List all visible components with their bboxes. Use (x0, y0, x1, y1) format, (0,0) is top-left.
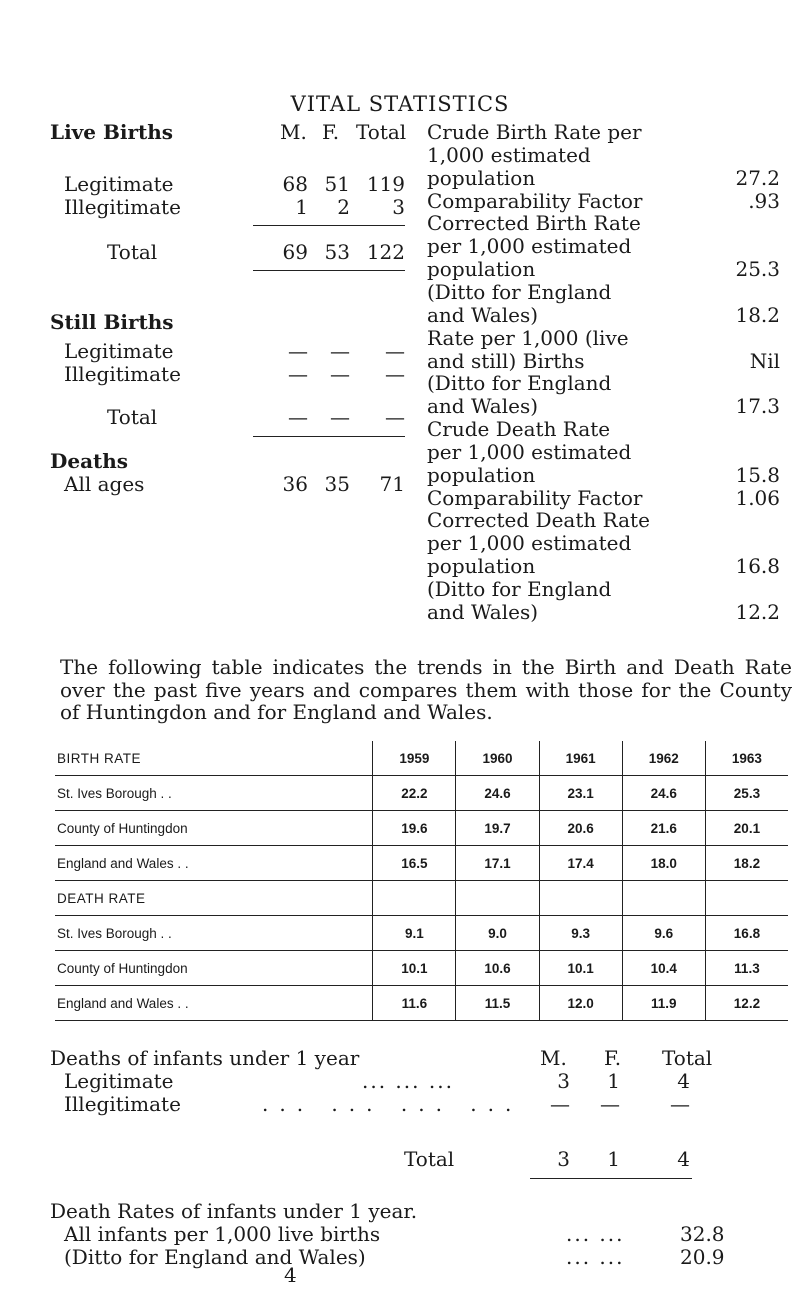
rate-value: 12.2 (735, 599, 780, 624)
table-cell (456, 881, 539, 916)
cell-f: 51 (324, 172, 350, 196)
rate-text: (Ditto for England (427, 577, 612, 601)
table-cell: 21.6 (622, 811, 705, 846)
divider (530, 1178, 692, 1179)
rate-value: 16.8 (735, 554, 780, 579)
table-cell: 10.1 (539, 951, 622, 986)
cell-m: — (550, 1092, 570, 1116)
rate-value: Nil (749, 348, 780, 373)
cell-m: — (288, 405, 308, 429)
table-cell: 25.3 (705, 776, 788, 811)
table-cell: 20.1 (705, 811, 788, 846)
row-label: Total (107, 405, 158, 429)
table-cell: 12.0 (539, 986, 622, 1021)
table-cell: 10.6 (456, 951, 539, 986)
row-label: Illegitimate (64, 195, 181, 219)
rate-text: per 1,000 estimated (427, 234, 632, 259)
cell-f: 1 (607, 1069, 620, 1093)
cell-m: 69 (282, 240, 308, 264)
rate-text: (Ditto for England (427, 279, 612, 304)
table-row (55, 986, 788, 1021)
cell-total: 122 (366, 240, 405, 264)
cell-f: — (330, 362, 350, 386)
table-cell: 11.9 (622, 986, 705, 1021)
rate-text: Crude Birth Rate per (427, 120, 642, 144)
rate-text: and Wales) (427, 302, 539, 327)
cell-f: — (330, 405, 350, 429)
cell-m: 1 (295, 195, 308, 219)
table-cell: 24.6 (622, 776, 705, 811)
table-cell: 16.8 (705, 916, 788, 951)
cell-f: — (330, 339, 350, 363)
col-total-header: Total (662, 1046, 713, 1070)
infant-rates-heading: Death Rates of infants under 1 year. (50, 1199, 418, 1223)
rate-text: and still) Births (427, 348, 585, 373)
cell-f: 2 (337, 195, 350, 219)
rate-value: 25.3 (735, 257, 780, 282)
row-label: England and Wales . . (55, 986, 373, 1021)
cell-f: — (600, 1092, 620, 1116)
cell-total: 119 (366, 172, 405, 196)
total-total: 4 (677, 1147, 690, 1171)
rate-value: 32.8 (680, 1222, 725, 1246)
table-cell: 11.3 (705, 951, 788, 986)
table-row (55, 951, 788, 986)
row-label: Illegitimate (64, 1092, 181, 1116)
total-label: Total (404, 1147, 455, 1171)
table-cell: 9.6 (622, 916, 705, 951)
leader-dots: ... ... ... (362, 1069, 454, 1093)
rate-text: Crude Death Rate (427, 417, 611, 442)
row-label: St. Ives Borough . . (55, 916, 373, 951)
table-cell: 19.7 (456, 811, 539, 846)
col-f-header: F. (604, 1046, 622, 1070)
cell-total: 71 (379, 472, 405, 496)
table-cell: 12.2 (705, 986, 788, 1021)
table-cell: 22.2 (373, 776, 456, 811)
rate-value: .93 (748, 188, 780, 213)
cell-m: 3 (557, 1069, 570, 1093)
row-label: All ages (64, 472, 145, 496)
table-cell: 10.1 (373, 951, 456, 986)
rate-text: per 1,000 estimated (427, 439, 632, 464)
row-label: St. Ives Borough . . (55, 776, 373, 811)
row-label: Total (107, 240, 158, 264)
table-cell: 17.1 (456, 846, 539, 881)
table-cell: 20.6 (539, 811, 622, 846)
table-cell (373, 881, 456, 916)
rate-text: 1,000 estimated (427, 142, 591, 167)
rate-value: 18.2 (735, 302, 780, 327)
table-cell: 23.1 (539, 776, 622, 811)
table-cell: 1959 (373, 741, 456, 776)
table-cell: 17.4 (539, 846, 622, 881)
rate-text: per 1,000 estimated (427, 531, 632, 556)
table-row (55, 741, 788, 776)
table-cell: 1962 (622, 741, 705, 776)
rate-text: Comparability Factor (427, 188, 643, 213)
cell-m: 36 (282, 472, 308, 496)
table-cell: 24.6 (456, 776, 539, 811)
deaths-heading: Deaths (50, 449, 129, 473)
cell-total: — (385, 405, 405, 429)
rate-value: 17.3 (735, 394, 780, 419)
cell-m: 68 (282, 172, 308, 196)
row-label: All infants per 1,000 live births (64, 1222, 381, 1246)
col-m-header: M. (540, 1046, 567, 1070)
total-f: 1 (607, 1147, 620, 1171)
table-cell: 10.4 (622, 951, 705, 986)
still-births-heading: Still Births (50, 310, 174, 334)
rate-text: population (427, 165, 536, 190)
cell-total: 4 (677, 1069, 690, 1093)
leader-dots: ... ... ... ... (262, 1092, 523, 1116)
rate-value: 1.06 (735, 485, 780, 510)
cell-total: — (385, 339, 405, 363)
cell-m: — (288, 362, 308, 386)
cell-f: 53 (324, 240, 350, 264)
row-label: County of Huntingdon (55, 951, 373, 986)
col-m-header: M. (280, 120, 307, 144)
table-row (55, 846, 788, 881)
row-label: Legitimate (64, 172, 174, 196)
table-cell: 1960 (456, 741, 539, 776)
table-cell: 1961 (539, 741, 622, 776)
table-cell: 9.1 (373, 916, 456, 951)
col-total-header: Total (356, 120, 407, 144)
total-m: 3 (557, 1147, 570, 1171)
row-label: County of Huntingdon (55, 811, 373, 846)
table-row (55, 916, 788, 951)
row-label: Legitimate (64, 1069, 174, 1093)
divider (253, 436, 405, 437)
row-label: BIRTH RATE (55, 741, 373, 776)
rate-text: (Ditto for England (427, 371, 612, 396)
table-row (55, 811, 788, 846)
table-cell: 11.5 (456, 986, 539, 1021)
cell-m: — (288, 339, 308, 363)
table-row (55, 776, 788, 811)
table-cell: 18.0 (622, 846, 705, 881)
table-cell (705, 881, 788, 916)
live-births-heading: Live Births (50, 120, 174, 144)
rates-table (55, 741, 788, 1021)
leader-dots: ... ... (566, 1222, 625, 1246)
rate-text: Corrected Death Rate (427, 508, 650, 533)
table-cell (622, 881, 705, 916)
row-label: England and Wales . . (55, 846, 373, 881)
rate-text: and Wales) (427, 599, 539, 624)
cell-total: 3 (392, 195, 405, 219)
infant-deaths-heading: Deaths of infants under 1 year (50, 1046, 360, 1070)
rate-text: Rate per 1,000 (live (427, 325, 629, 350)
table-cell: 18.2 (705, 846, 788, 881)
intro-paragraph: The following table indicates the trends in the Birth and Death Rate over the past five years and compares them with those for the County of Huntingdon and for England and Wales. (60, 655, 792, 724)
page-number: 4 (284, 1263, 297, 1287)
rate-text: population (427, 554, 536, 579)
leader-dots: ... ... (566, 1245, 625, 1269)
row-label: Legitimate (64, 339, 174, 363)
rate-text: population (427, 257, 536, 282)
row-label: Illegitimate (64, 362, 181, 386)
page-title: VITAL STATISTICS (290, 92, 510, 116)
rate-value: 15.8 (735, 462, 780, 487)
rate-value: 20.9 (680, 1245, 725, 1269)
rate-value: 27.2 (735, 165, 780, 190)
rate-text: Corrected Birth Rate (427, 211, 641, 236)
rate-text: and Wales) (427, 394, 539, 419)
col-f-header: F. (322, 120, 340, 144)
table-cell (539, 881, 622, 916)
row-label: DEATH RATE (55, 881, 373, 916)
divider (253, 225, 405, 226)
rate-text: Comparability Factor (427, 485, 643, 510)
cell-total: — (670, 1092, 690, 1116)
table-cell: 9.0 (456, 916, 539, 951)
rate-text: population (427, 462, 536, 487)
cell-total: — (385, 362, 405, 386)
table-cell: 11.6 (373, 986, 456, 1021)
divider (253, 270, 405, 271)
table-cell: 16.5 (373, 846, 456, 881)
table-cell: 9.3 (539, 916, 622, 951)
row-label: (Ditto for England and Wales) (64, 1245, 366, 1269)
table-row (55, 881, 788, 916)
table-cell: 19.6 (373, 811, 456, 846)
table-cell: 1963 (705, 741, 788, 776)
cell-f: 35 (324, 472, 350, 496)
